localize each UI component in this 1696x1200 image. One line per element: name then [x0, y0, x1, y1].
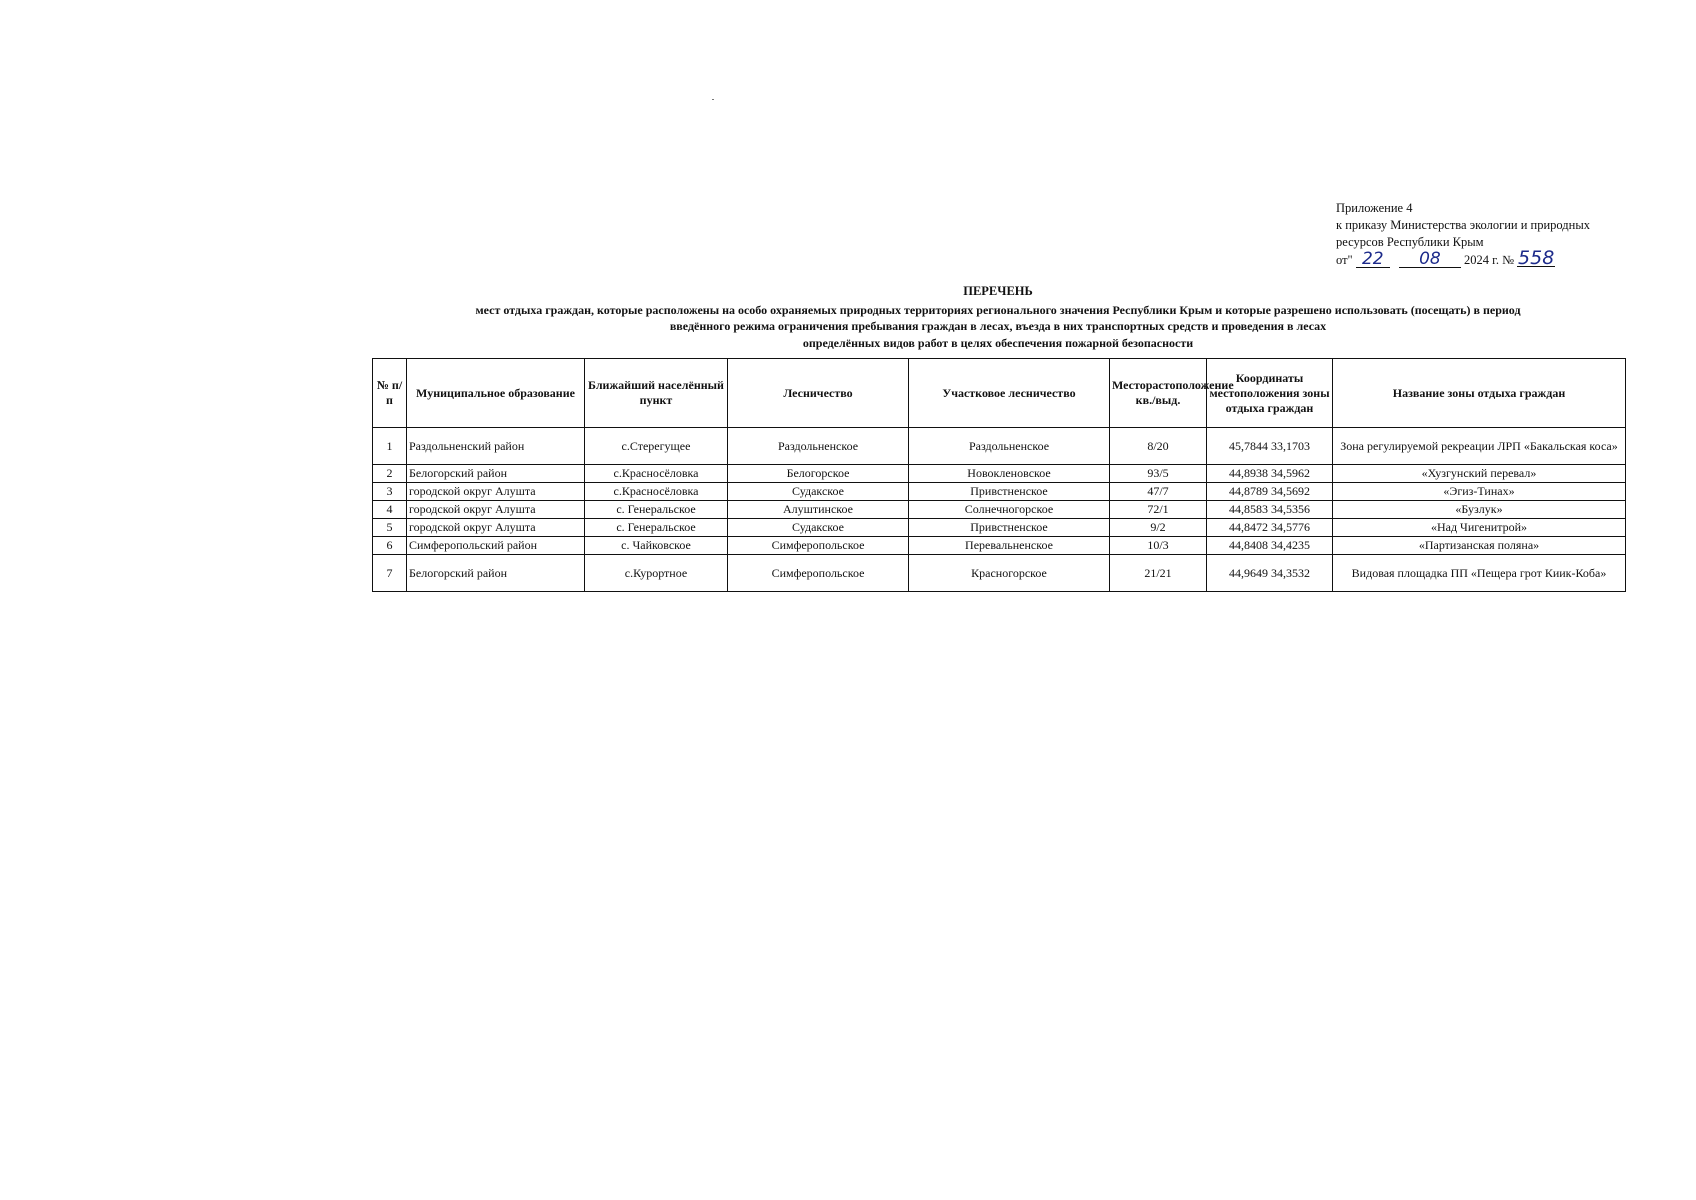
annex-line-2: к приказу Министерства экологии и природных — [1336, 218, 1591, 232]
cell-district: Красногорское — [909, 555, 1110, 592]
cell-number: 4 — [373, 501, 407, 519]
cell-settlement: с.Стерегущее — [585, 428, 728, 465]
cell-number: 2 — [373, 465, 407, 483]
cell-coordinates: 44,8789 34,5692 — [1207, 483, 1333, 501]
cell-coordinates: 44,8583 34,5356 — [1207, 501, 1333, 519]
cell-location: 93/5 — [1110, 465, 1207, 483]
cell-settlement: с. Генеральское — [585, 519, 728, 537]
cell-location: 8/20 — [1110, 428, 1207, 465]
table-row — [373, 428, 1626, 465]
table-row — [373, 555, 1626, 592]
table-row — [373, 519, 1626, 537]
cell-zone-name: «Партизанская поляна» — [1333, 537, 1626, 555]
cell-municipality: городской округ Алушта — [407, 483, 585, 501]
cell-forestry: Раздольненское — [728, 428, 909, 465]
cell-zone-name: «Бузлук» — [1333, 501, 1626, 519]
date-month: 08 — [1399, 252, 1461, 268]
cell-coordinates: 44,8472 34,5776 — [1207, 519, 1333, 537]
cell-coordinates: 45,7844 33,1703 — [1207, 428, 1333, 465]
cell-number: 1 — [373, 428, 407, 465]
cell-forestry: Белогорское — [728, 465, 909, 483]
header-zone-name: Название зоны отдыха граждан — [1333, 359, 1626, 428]
header-municipality: Муниципальное образование — [407, 359, 585, 428]
cell-number: 5 — [373, 519, 407, 537]
cell-location: 72/1 — [1110, 501, 1207, 519]
annex-date-line — [1336, 247, 1636, 269]
header-number: № п/п — [373, 359, 407, 428]
cell-zone-name: «Хузгунский перевал» — [1333, 465, 1626, 483]
cell-forestry: Судакское — [728, 519, 909, 537]
cell-forestry: Симферопольское — [728, 555, 909, 592]
cell-coordinates: 44,8938 34,5962 — [1207, 465, 1333, 483]
table-row — [373, 465, 1626, 483]
cell-location: 9/2 — [1110, 519, 1207, 537]
order-number: 558 — [1518, 247, 1555, 269]
cell-municipality: Раздольненский район — [407, 428, 585, 465]
header-coordinates: Координаты местоположения зоны отдыха граждан — [1207, 359, 1333, 428]
cell-coordinates: 44,8408 34,4235 — [1207, 537, 1333, 555]
cell-forestry: Симферопольское — [728, 537, 909, 555]
cell-district: Привстненское — [909, 519, 1110, 537]
cell-settlement: с. Чайковское — [585, 537, 728, 555]
header-forestry: Лесничество — [728, 359, 909, 428]
date-day: 22 — [1356, 252, 1390, 268]
cell-district: Привстненское — [909, 483, 1110, 501]
cell-settlement: с.Курортное — [585, 555, 728, 592]
cell-zone-name: «Над Чигенитрой» — [1333, 519, 1626, 537]
cell-district: Новокленовское — [909, 465, 1110, 483]
cell-settlement: с.Красносёловка — [585, 483, 728, 501]
cell-district: Перевальненское — [909, 537, 1110, 555]
cell-forestry: Алуштинское — [728, 501, 909, 519]
annex-line-1: Приложение 4 — [1336, 201, 1413, 215]
header-location: Месторастоположение кв./выд. — [1110, 359, 1207, 428]
document-subtitle-line-3: определённых видов работ в целях обеспечения пожарной безопасности — [802, 336, 1194, 350]
table-header-row — [373, 359, 1626, 428]
scan-speck — [712, 99, 714, 100]
table-row — [373, 483, 1626, 501]
document-subtitle-line-2: введённого режима ограничения пребывания граждан в лесах, въезда в них транспортных средств и проведения в лесах — [669, 319, 1327, 333]
document-heading: ПЕРЕЧЕНЬ — [963, 284, 1033, 298]
cell-number: 7 — [373, 555, 407, 592]
cell-district: Раздольненское — [909, 428, 1110, 465]
cell-zone-name: Видовая площадка ПП «Пещера грот Киик-Коба» — [1333, 555, 1626, 592]
table-row — [373, 537, 1626, 555]
cell-settlement: с.Красносёловка — [585, 465, 728, 483]
document-subtitle-line-1: мест отдыха граждан, которые расположены на особо охраняемых природных территориях регионального значения Республики Крым и которые разрешено использовать (посещать) в период — [475, 303, 1521, 317]
cell-coordinates: 44,9649 34,3532 — [1207, 555, 1333, 592]
date-year: 2024 г. № — [1464, 253, 1515, 267]
header-settlement: Ближайший населённый пункт — [585, 359, 728, 428]
cell-number: 6 — [373, 537, 407, 555]
cell-forestry: Судакское — [728, 483, 909, 501]
header-district-forestry: Участковое лесничество — [909, 359, 1110, 428]
annex-block — [1336, 200, 1636, 269]
cell-municipality: Белогорский район — [407, 465, 585, 483]
rest-zones-table — [372, 358, 1626, 592]
cell-zone-name: «Эгиз-Тинах» — [1333, 483, 1626, 501]
annex-line-3: ресурсов Республики Крым — [1336, 235, 1484, 249]
cell-municipality: Белогорский район — [407, 555, 585, 592]
table-row — [373, 501, 1626, 519]
cell-location: 10/3 — [1110, 537, 1207, 555]
cell-settlement: с. Генеральское — [585, 501, 728, 519]
cell-zone-name: Зона регулируемой рекреации ЛРП «Бакальская коса» — [1333, 428, 1626, 465]
cell-municipality: городской округ Алушта — [407, 519, 585, 537]
cell-district: Солнечногорское — [909, 501, 1110, 519]
cell-location: 21/21 — [1110, 555, 1207, 592]
cell-location: 47/7 — [1110, 483, 1207, 501]
cell-number: 3 — [373, 483, 407, 501]
date-prefix: от" — [1336, 253, 1353, 267]
cell-municipality: Симферопольский район — [407, 537, 585, 555]
cell-municipality: городской округ Алушта — [407, 501, 585, 519]
